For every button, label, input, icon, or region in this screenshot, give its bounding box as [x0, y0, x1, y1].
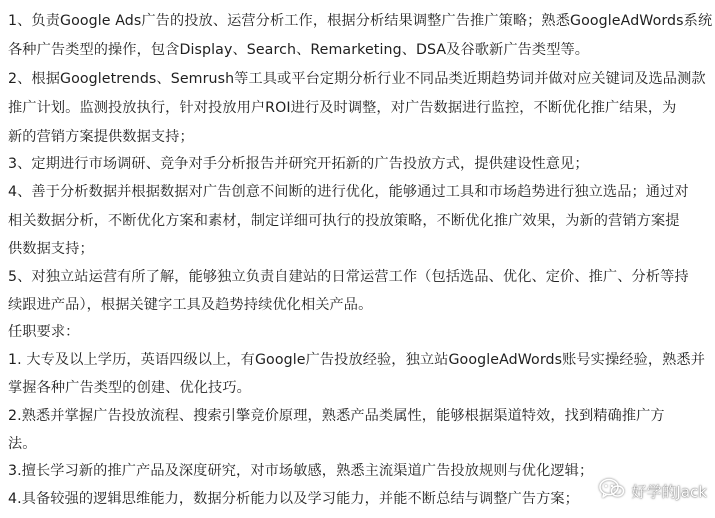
text-line: 3、定期进行市场调研、竞争对手分析报告并研究开拓新的广告投放方式，提供建设性意见； [8, 156, 589, 172]
text-line: 各种广告类型的操作，包含Display、Search、Remarketing、DSA及谷歌新广告类型等。 [8, 42, 590, 58]
text-line: 供数据支持； [8, 241, 94, 257]
text-line: 掌握各种广告类型的创建、优化技巧。 [8, 380, 251, 396]
text-line: 推广计划。监测投放执行，针对投放用户ROI进行及时调整，对广告数据进行监控，不断优化推广结果，为 [8, 100, 677, 116]
text-line: 5、对独立站运营有所了解，能够独立负责自建站的日常运营工作（包括选品、优化、定价、推广、分析等持 [8, 269, 689, 285]
text-line: 4.具备较强的逻辑思维能力，数据分析能力以及学习能力，并能不断总结与调整广告方案； [8, 491, 579, 507]
text-line: 2、根据Googletrends、Semrush等工具或平台定期分析行业不同品类近期趋势词并做对应关键词及选品测款 [8, 71, 706, 87]
watermark-text: 好学的Jack [631, 482, 707, 501]
text-line: 相关数据分析，不断优化方案和素材，制定详细可执行的投放策略，不断优化推广效果，为新的营销方案提 [8, 213, 680, 229]
watermark [599, 478, 707, 504]
text-line: 3.擅长学习新的推广产品及深度研究，对市场敏感，熟悉主流渠道广告投放规则与优化逻辑； [8, 463, 594, 479]
text-line: 新的营销方案提供数据支持； [8, 129, 194, 145]
text-line: 2.熟悉并掌握广告投放流程、搜索引擎竞价原理，熟悉产品类属性，能够根据渠道特效，找到精确推广方 [8, 408, 665, 424]
text-line: 续跟进产品），根据关键字工具及趋势持续优化相关产品。 [8, 297, 373, 313]
wechat-icon [599, 478, 625, 504]
text-line: 1、负责Google Ads广告的投放、运营分析工作，根据分析结果调整广告推广策略；熟悉GoogleAdWords系统 [8, 13, 713, 29]
text-line: 法。 [8, 436, 37, 452]
text-line: 1. 大专及以上学历，英语四级以上，有Google广告投放经验，独立站GoogleAdWords账号实操经验，熟悉并 [8, 352, 705, 368]
text-line: 4、善于分析数据并根据数据对广告创意不间断的进行优化，能够通过工具和市场趋势进行独立选品；通过对 [8, 184, 689, 200]
section-heading: 任职要求： [8, 324, 80, 340]
